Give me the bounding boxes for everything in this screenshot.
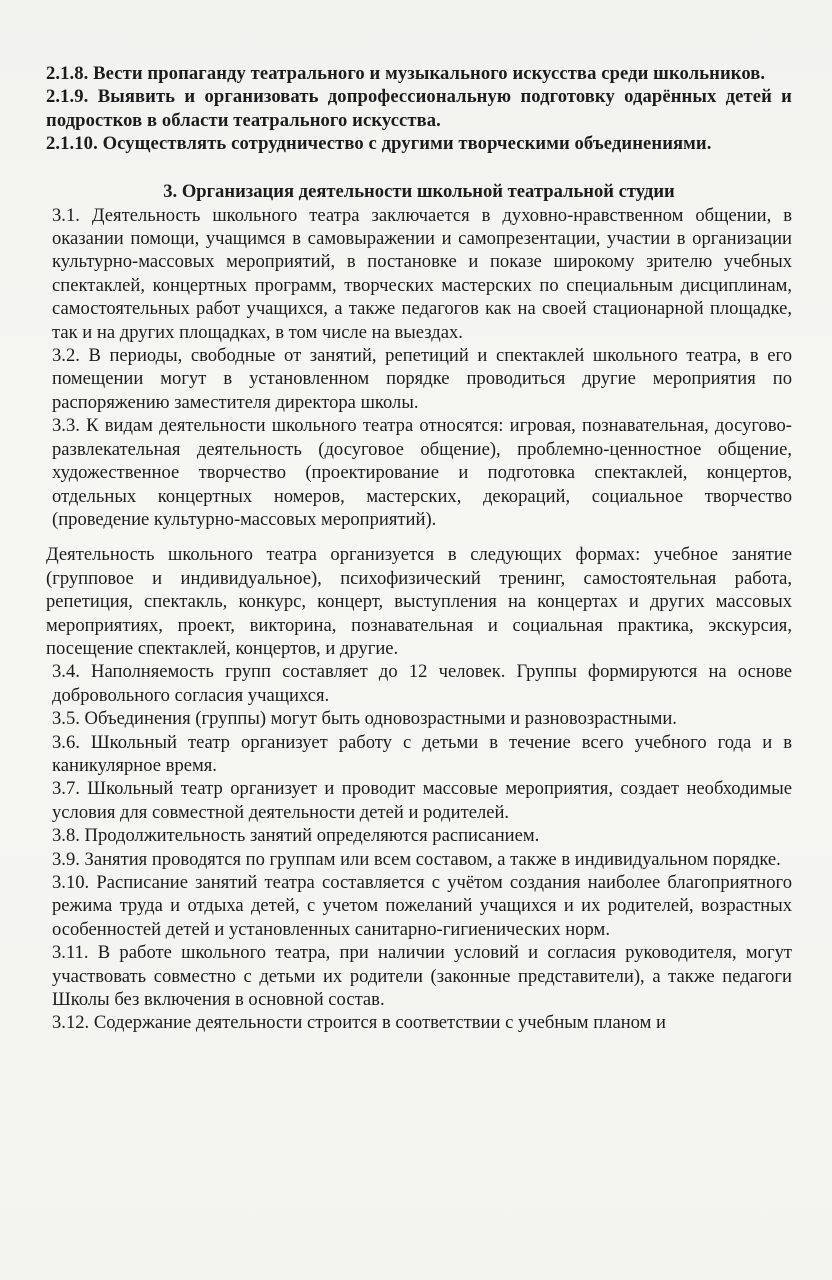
paragraph-2-1-8: 2.1.8. Вести пропаганду театрального и музыкального искусства среди школьников. xyxy=(46,63,766,84)
paragraph-3-5: 3.5. Объединения (группы) могут быть одновозрастными и разновозрастными. xyxy=(52,708,677,730)
spacer xyxy=(46,531,792,543)
paragraph-2-1-9: 2.1.9. Выявить и организовать допрофессиональную подготовку одарённых детей и подростков в области театрального искусства. xyxy=(46,86,792,131)
paragraph-3-8: 3.8. Продолжительность занятий определяются расписанием. xyxy=(52,825,540,847)
paragraph-3-7: 3.7. Школьный театр организует и проводит массовые мероприятия, создает необходимые условия для совместной деятельности детей и родителей. xyxy=(52,778,792,823)
paragraph-3-11: 3.11. В работе школьного театра, при наличии условий и согласия руководителя, могут участвовать совместно с детьми их родители (законные представители), а также педагоги Школы без включения в основной состав. xyxy=(52,942,792,1011)
paragraph-3-1: 3.1. Деятельность школьного театра заключается в духовно-нравственном общении, в оказании помощи, учащимся в самовыражении и самопрезентации, участии в организации культурно-массовых мероприятий, в постановке и показе широкому зрителю учебных спектаклей, концертных программ, творческих мастерских по специальным дисциплинам, самостоятельных работ учащихся, а также педагогов как на своей стационарной площадке, так и на других площадках, в том числе на выездах. xyxy=(52,204,792,343)
section-3-body xyxy=(46,204,792,1035)
paragraph-3-4: 3.4. Наполняемость групп составляет до 12 человек. Группы формируются на основе добровольного согласия учащихся. xyxy=(52,661,792,706)
intro-block xyxy=(46,62,792,156)
paragraph-forms: Деятельность школьного театра организуется в следующих формах: учебное занятие (групповое и индивидуальное), психофизический тренинг, самостоятельная работа, репетиция, спектакль, конкурс, концерт, выступления на концертах и других массовых мероприятиях, проект, викторина, познавательная и социальная практика, экскурсия, посещение спектаклей, концертов, и другие. xyxy=(46,544,792,659)
paragraph-2-1-10: 2.1.10. Осуществлять сотрудничество с другими творческими объединениями. xyxy=(46,133,712,155)
section-heading: 3. Организация деятельности школьной театральной студии xyxy=(163,180,675,202)
paragraph-3-3: 3.3. К видам деятельности школьного театра относятся: игровая, познавательная, досугово-развлекательная деятельность (досуговое общение), проблемно-ценностное общение, художественное творчество (проектирование и подготовка спектаклей, концертов, отдельных концертных номеров, мастерских, декораций, социальное творчество (проведение культурно-массовых мероприятий). xyxy=(52,415,792,530)
paragraph-3-9: 3.9. Занятия проводятся по группам или всем составом, а также в индивидуальном порядке. xyxy=(52,848,781,870)
paragraph-3-2: 3.2. В периоды, свободные от занятий, репетиций и спектаклей школьного театра, в его помещении могут в установленном порядке проводиться другие мероприятия по распоряжению заместителя директора школы. xyxy=(52,345,792,413)
paragraph-3-10: 3.10. Расписание занятий театра составляется с учётом создания наиболее благоприятного режима труда и отдыха детей, с учетом пожеланий учащихся и их родителей, возрастных особенностей детей и установленных санитарно-гигиенических норм. xyxy=(52,872,792,940)
paragraph-3-6: 3.6. Школьный театр организует работу с детьми в течение всего учебного года и в каникулярное время. xyxy=(52,731,792,776)
paragraph-3-12: 3.12. Содержание деятельности строится в соответствии с учебным планом и xyxy=(52,1012,666,1034)
